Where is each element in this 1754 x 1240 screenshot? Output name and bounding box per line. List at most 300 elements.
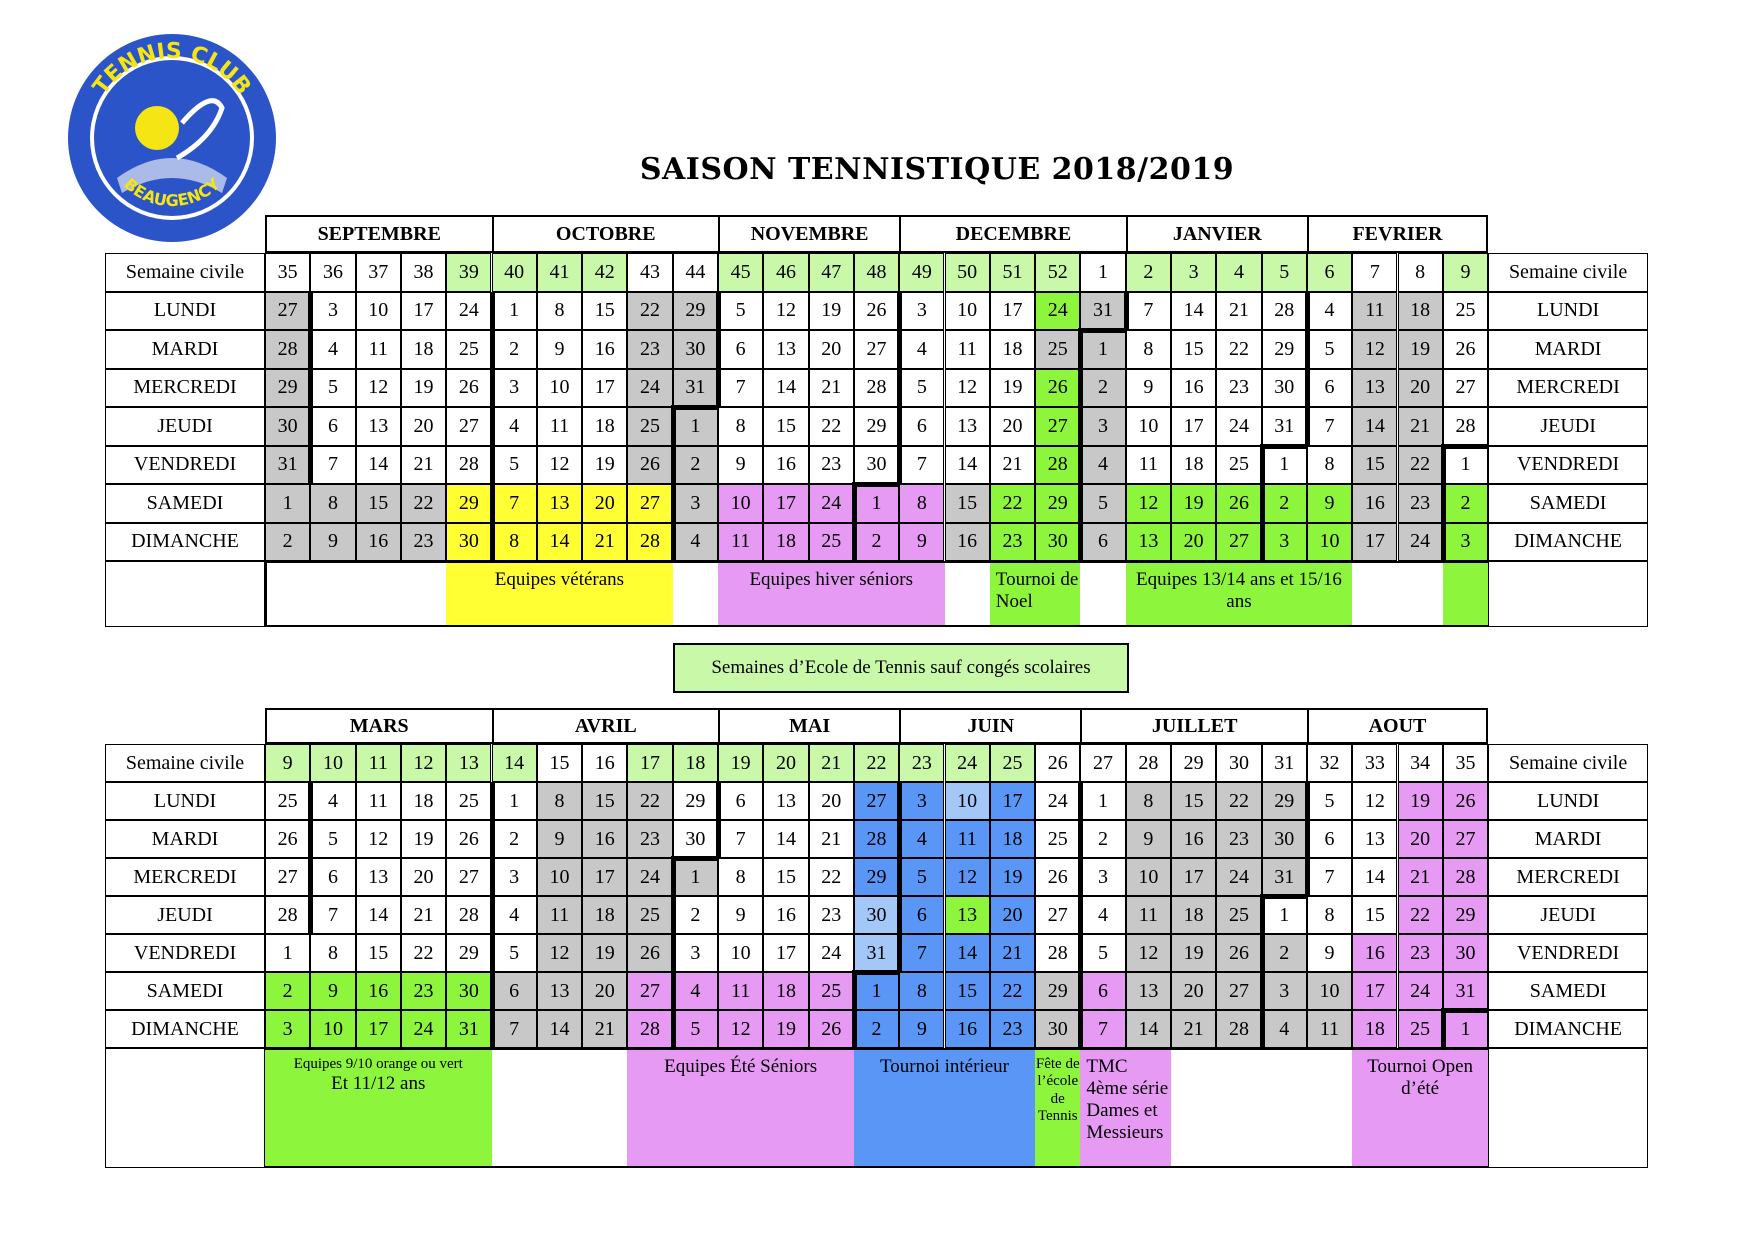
events-label-right (1488, 561, 1648, 627)
week-number: 19 (718, 744, 763, 782)
day-cell: 31 (1080, 292, 1125, 331)
day-cell: 22 (1398, 446, 1443, 485)
day-cell: 15 (356, 484, 401, 523)
month-separator (490, 782, 495, 820)
month-separator (1305, 820, 1310, 858)
day-cell: 4 (1080, 446, 1125, 485)
week-number: 52 (1035, 253, 1080, 292)
day-cell: 2 (673, 896, 718, 934)
day-cell: 1 (492, 782, 537, 820)
day-label-left: DIMANCHE (105, 523, 265, 562)
day-cell: 23 (401, 523, 446, 562)
event-block (854, 1050, 1035, 1166)
month-header: SEPTEMBRE (265, 215, 492, 253)
week-number: 31 (1262, 744, 1307, 782)
day-cell: 17 (763, 934, 808, 972)
day-cell: 28 (1262, 292, 1307, 331)
day-cell: 13 (945, 896, 990, 934)
day-cell: 11 (356, 782, 401, 820)
day-cell: 31 (673, 369, 718, 408)
day-cell: 4 (673, 972, 718, 1010)
page-title: SAISON TENNISTIQUE 2018/2019 (639, 152, 1235, 187)
day-cell: 17 (401, 292, 446, 331)
week-number: 14 (492, 744, 537, 782)
week-number: 26 (1035, 744, 1080, 782)
day-cell: 11 (1126, 896, 1171, 934)
day-cell: 5 (673, 1010, 718, 1048)
day-cell: 20 (990, 896, 1035, 934)
month-separator (1260, 484, 1265, 523)
day-label-left: MERCREDI (105, 858, 265, 896)
day-cell: 26 (1443, 330, 1488, 369)
day-cell: 22 (401, 934, 446, 972)
day-cell: 14 (763, 369, 808, 408)
day-cell: 28 (1443, 407, 1488, 446)
week-number: 47 (809, 253, 854, 292)
week-number: 48 (854, 253, 899, 292)
day-cell: 19 (401, 820, 446, 858)
day-cell: 23 (1216, 820, 1261, 858)
month-separator (716, 330, 721, 369)
day-cell: 31 (1262, 858, 1307, 896)
day-cell: 18 (763, 523, 808, 562)
week-label-right: Semaine civile (1488, 253, 1648, 292)
day-cell: 5 (492, 934, 537, 972)
week-number: 22 (854, 744, 899, 782)
week-number: 25 (990, 744, 1035, 782)
day-cell: 7 (1307, 858, 1352, 896)
week-number: 50 (945, 253, 990, 292)
week-number: 46 (763, 253, 808, 292)
day-cell: 15 (945, 972, 990, 1010)
day-cell: 5 (1307, 782, 1352, 820)
day-cell: 11 (537, 896, 582, 934)
day-cell: 17 (990, 782, 1035, 820)
day-cell: 13 (1126, 972, 1171, 1010)
day-cell: 4 (899, 820, 944, 858)
day-cell: 15 (1352, 896, 1397, 934)
day-cell: 2 (1080, 369, 1125, 408)
events-label-left (105, 561, 265, 627)
day-cell: 18 (1171, 446, 1216, 485)
week-number: 49 (899, 253, 944, 292)
month-separator (671, 407, 676, 446)
day-cell: 1 (673, 407, 718, 446)
day-cell: 8 (310, 484, 355, 523)
week-number: 35 (265, 253, 310, 292)
month-separator (308, 782, 313, 820)
day-cell: 1 (1262, 896, 1307, 934)
day-cell: 5 (310, 369, 355, 408)
day-cell: 27 (854, 782, 899, 820)
day-label-right: SAMEDI (1488, 972, 1648, 1010)
day-cell: 24 (809, 484, 854, 523)
day-cell: 19 (809, 292, 854, 331)
day-cell: 1 (492, 292, 537, 331)
month-separator (1078, 330, 1083, 369)
week-number: 11 (356, 744, 401, 782)
month-separator (852, 1010, 857, 1048)
day-cell: 26 (265, 820, 310, 858)
day-cell: 22 (809, 407, 854, 446)
month-separator (1260, 896, 1265, 934)
month-header: FEVRIER (1307, 215, 1488, 253)
day-cell: 1 (854, 484, 899, 523)
day-cell: 24 (1216, 858, 1261, 896)
event-text: Equipes Été Séniors (664, 1056, 818, 1077)
day-cell: 18 (582, 407, 627, 446)
day-cell: 26 (809, 1010, 854, 1048)
day-label-left: SAMEDI (105, 972, 265, 1010)
day-cell: 9 (899, 523, 944, 562)
day-cell: 17 (763, 484, 808, 523)
day-cell: 23 (809, 446, 854, 485)
day-cell: 27 (627, 484, 672, 523)
week-number: 23 (899, 744, 944, 782)
week-number: 9 (265, 744, 310, 782)
month-separator (1305, 858, 1310, 896)
day-cell: 29 (1262, 330, 1307, 369)
day-label-right: DIMANCHE (1488, 523, 1648, 562)
day-cell: 25 (446, 782, 491, 820)
day-cell: 16 (1171, 369, 1216, 408)
day-label-left: MERCREDI (105, 369, 265, 408)
day-cell: 13 (356, 858, 401, 896)
day-cell: 11 (1352, 292, 1397, 331)
day-cell: 4 (673, 523, 718, 562)
day-cell: 13 (763, 782, 808, 820)
day-cell: 26 (627, 446, 672, 485)
week-number: 21 (809, 744, 854, 782)
day-cell: 31 (1262, 407, 1307, 446)
day-cell: 15 (1171, 330, 1216, 369)
day-cell: 31 (446, 1010, 491, 1048)
day-cell: 9 (310, 523, 355, 562)
day-cell: 5 (310, 820, 355, 858)
month-separator (1078, 484, 1083, 523)
day-cell: 5 (718, 292, 763, 331)
week-number: 43 (627, 253, 672, 292)
day-cell: 16 (763, 896, 808, 934)
day-cell: 6 (718, 330, 763, 369)
day-label-right: SAMEDI (1488, 484, 1648, 523)
day-cell: 15 (945, 484, 990, 523)
month-separator (308, 858, 313, 896)
day-cell: 9 (899, 1010, 944, 1048)
day-cell: 3 (673, 484, 718, 523)
day-cell: 24 (1398, 972, 1443, 1010)
month-separator (852, 970, 899, 975)
day-cell: 21 (809, 820, 854, 858)
day-cell: 3 (1443, 523, 1488, 562)
day-cell: 22 (1216, 782, 1261, 820)
month-separator (897, 782, 902, 820)
event-block (1443, 563, 1488, 625)
week-number: 13 (446, 744, 491, 782)
day-cell: 22 (990, 484, 1035, 523)
day-cell: 18 (990, 820, 1035, 858)
logo-bottom-text: BEAUGENCY (120, 174, 224, 211)
day-cell: 29 (1035, 484, 1080, 523)
month-separator (1441, 444, 1488, 449)
day-cell: 6 (718, 782, 763, 820)
day-cell: 12 (718, 1010, 763, 1048)
month-separator (716, 820, 721, 858)
month-separator (1078, 446, 1083, 485)
day-cell: 31 (265, 446, 310, 485)
day-cell: 29 (446, 484, 491, 523)
day-cell: 19 (1398, 330, 1443, 369)
day-cell: 25 (809, 972, 854, 1010)
month-separator (308, 896, 313, 934)
month-separator (671, 934, 676, 972)
day-cell: 11 (356, 330, 401, 369)
day-cell: 22 (1398, 896, 1443, 934)
day-cell: 29 (265, 369, 310, 408)
day-cell: 23 (809, 896, 854, 934)
week-number: 18 (673, 744, 718, 782)
day-cell: 3 (899, 292, 944, 331)
day-cell: 3 (1080, 858, 1125, 896)
day-cell: 14 (1352, 407, 1397, 446)
event-text: Equipes 9/10 orange ou vert (293, 1056, 463, 1072)
day-cell: 30 (446, 523, 491, 562)
event-text: Tournoi de Noel (995, 569, 1079, 612)
day-label-left: SAMEDI (105, 484, 265, 523)
day-cell: 26 (1035, 858, 1080, 896)
month-header: JANVIER (1126, 215, 1307, 253)
day-cell: 10 (718, 484, 763, 523)
month-separator (897, 820, 902, 858)
month-separator (1260, 972, 1265, 1010)
day-cell: 16 (356, 972, 401, 1010)
week-number: 33 (1352, 744, 1397, 782)
day-cell: 14 (945, 934, 990, 972)
day-cell: 14 (356, 896, 401, 934)
month-header: AOUT (1307, 708, 1488, 744)
day-cell: 30 (1035, 1010, 1080, 1048)
month-separator (852, 972, 857, 1010)
day-cell: 26 (1443, 782, 1488, 820)
day-cell: 12 (356, 369, 401, 408)
day-cell: 14 (537, 1010, 582, 1048)
week-number: 8 (1398, 253, 1443, 292)
day-cell: 17 (990, 292, 1035, 331)
event-block (1126, 563, 1353, 625)
day-cell: 6 (899, 896, 944, 934)
day-cell: 13 (1126, 523, 1171, 562)
day-cell: 18 (582, 896, 627, 934)
month-separator (897, 446, 902, 485)
day-cell: 4 (1262, 1010, 1307, 1048)
week-number: 40 (492, 253, 537, 292)
day-cell: 12 (945, 369, 990, 408)
week-number: 20 (763, 744, 808, 782)
day-label-right: MERCREDI (1488, 858, 1648, 896)
day-cell: 17 (1171, 407, 1216, 446)
day-cell: 7 (1080, 1010, 1125, 1048)
month-separator (308, 820, 313, 858)
day-cell: 5 (1080, 484, 1125, 523)
day-cell: 27 (1443, 820, 1488, 858)
day-cell: 4 (899, 330, 944, 369)
day-cell: 18 (1398, 292, 1443, 331)
day-cell: 30 (1262, 369, 1307, 408)
day-label-left: VENDREDI (105, 934, 265, 972)
event-text: Fête de l’école de Tennis (1035, 1056, 1080, 1124)
day-cell: 1 (1080, 782, 1125, 820)
week-number: 51 (990, 253, 1035, 292)
month-separator (1078, 1010, 1083, 1048)
day-cell: 2 (854, 1010, 899, 1048)
month-separator (1078, 820, 1083, 858)
day-cell: 27 (265, 858, 310, 896)
day-cell: 28 (854, 369, 899, 408)
day-cell: 25 (627, 407, 672, 446)
day-cell: 9 (310, 972, 355, 1010)
day-label-left: DIMANCHE (105, 1010, 265, 1048)
day-cell: 4 (1307, 292, 1352, 331)
day-cell: 23 (990, 523, 1035, 562)
month-separator (671, 972, 676, 1010)
day-cell: 1 (1443, 1010, 1488, 1048)
day-cell: 1 (265, 934, 310, 972)
day-cell: 24 (627, 858, 672, 896)
day-cell: 21 (401, 896, 446, 934)
day-cell: 5 (899, 369, 944, 408)
day-cell: 22 (627, 292, 672, 331)
day-cell: 29 (446, 934, 491, 972)
month-header: JUIN (899, 708, 1080, 744)
day-cell: 19 (582, 934, 627, 972)
day-cell: 10 (1126, 858, 1171, 896)
day-cell: 25 (1216, 896, 1261, 934)
day-cell: 24 (1035, 292, 1080, 331)
day-cell: 10 (945, 782, 990, 820)
day-cell: 18 (401, 782, 446, 820)
day-cell: 9 (718, 896, 763, 934)
day-cell: 25 (1398, 1010, 1443, 1048)
day-cell: 21 (1171, 1010, 1216, 1048)
day-cell: 2 (492, 820, 537, 858)
month-separator (1078, 369, 1083, 408)
day-cell: 24 (1035, 782, 1080, 820)
day-cell: 26 (854, 292, 899, 331)
day-cell: 1 (854, 972, 899, 1010)
day-cell: 9 (537, 330, 582, 369)
month-separator (671, 523, 676, 562)
month-separator (671, 405, 718, 410)
day-cell: 1 (1262, 446, 1307, 485)
day-cell: 26 (1035, 369, 1080, 408)
event-block (446, 563, 673, 625)
day-cell: 7 (899, 934, 944, 972)
month-separator (852, 484, 857, 523)
week-number: 17 (627, 744, 672, 782)
event-text: Equipes hiver séniors (749, 569, 914, 590)
day-cell: 11 (718, 972, 763, 1010)
month-separator (1078, 896, 1083, 934)
day-cell: 26 (446, 820, 491, 858)
day-cell: 19 (990, 858, 1035, 896)
day-cell: 8 (718, 858, 763, 896)
month-separator (1260, 1010, 1265, 1048)
day-cell: 6 (310, 407, 355, 446)
day-cell: 20 (401, 858, 446, 896)
day-cell: 20 (1171, 972, 1216, 1010)
day-cell: 3 (1262, 523, 1307, 562)
logo-top-text: TENNIS CLUB (88, 38, 256, 100)
day-cell: 29 (673, 292, 718, 331)
week-number: 44 (673, 253, 718, 292)
month-separator (1124, 292, 1129, 331)
day-cell: 27 (446, 858, 491, 896)
day-cell: 8 (492, 523, 537, 562)
day-cell: 13 (537, 484, 582, 523)
day-cell: 21 (401, 446, 446, 485)
day-label-right: VENDREDI (1488, 934, 1648, 972)
day-cell: 19 (401, 369, 446, 408)
day-cell: 6 (1080, 972, 1125, 1010)
day-cell: 30 (446, 972, 491, 1010)
day-cell: 25 (265, 782, 310, 820)
day-label-left: MARDI (105, 330, 265, 369)
month-separator (490, 407, 495, 446)
day-cell: 17 (582, 369, 627, 408)
event-block (1035, 1050, 1080, 1166)
week-label-left: Semaine civile (105, 744, 265, 782)
day-cell: 6 (1307, 369, 1352, 408)
day-cell: 28 (854, 820, 899, 858)
day-cell: 2 (1080, 820, 1125, 858)
month-separator (716, 369, 721, 408)
week-number: 32 (1307, 744, 1352, 782)
day-cell: 13 (945, 407, 990, 446)
day-cell: 28 (627, 523, 672, 562)
day-cell: 21 (582, 523, 627, 562)
day-cell: 6 (1080, 523, 1125, 562)
day-cell: 10 (945, 292, 990, 331)
day-cell: 17 (1171, 858, 1216, 896)
day-label-left: LUNDI (105, 292, 265, 331)
day-cell: 8 (537, 292, 582, 331)
day-cell: 25 (1216, 446, 1261, 485)
week-number: 9 (1443, 253, 1488, 292)
day-cell: 16 (1352, 484, 1397, 523)
day-cell: 28 (1443, 858, 1488, 896)
month-separator (308, 369, 313, 408)
month-separator (1260, 444, 1307, 449)
day-cell: 20 (582, 972, 627, 1010)
day-cell: 27 (1035, 896, 1080, 934)
day-cell: 8 (537, 782, 582, 820)
day-cell: 23 (627, 820, 672, 858)
day-cell: 16 (582, 820, 627, 858)
month-separator (308, 330, 313, 369)
day-cell: 10 (537, 369, 582, 408)
day-cell: 4 (492, 896, 537, 934)
month-separator (490, 523, 495, 562)
day-cell: 27 (265, 292, 310, 331)
week-number: 45 (718, 253, 763, 292)
day-cell: 26 (1216, 934, 1261, 972)
day-cell: 24 (1398, 523, 1443, 562)
day-cell: 8 (1307, 896, 1352, 934)
week-number: 2 (1126, 253, 1171, 292)
day-cell: 3 (1080, 407, 1125, 446)
month-separator (1305, 330, 1310, 369)
event-text: Equipes 13/14 ans et 15/16 ans (1136, 569, 1342, 612)
